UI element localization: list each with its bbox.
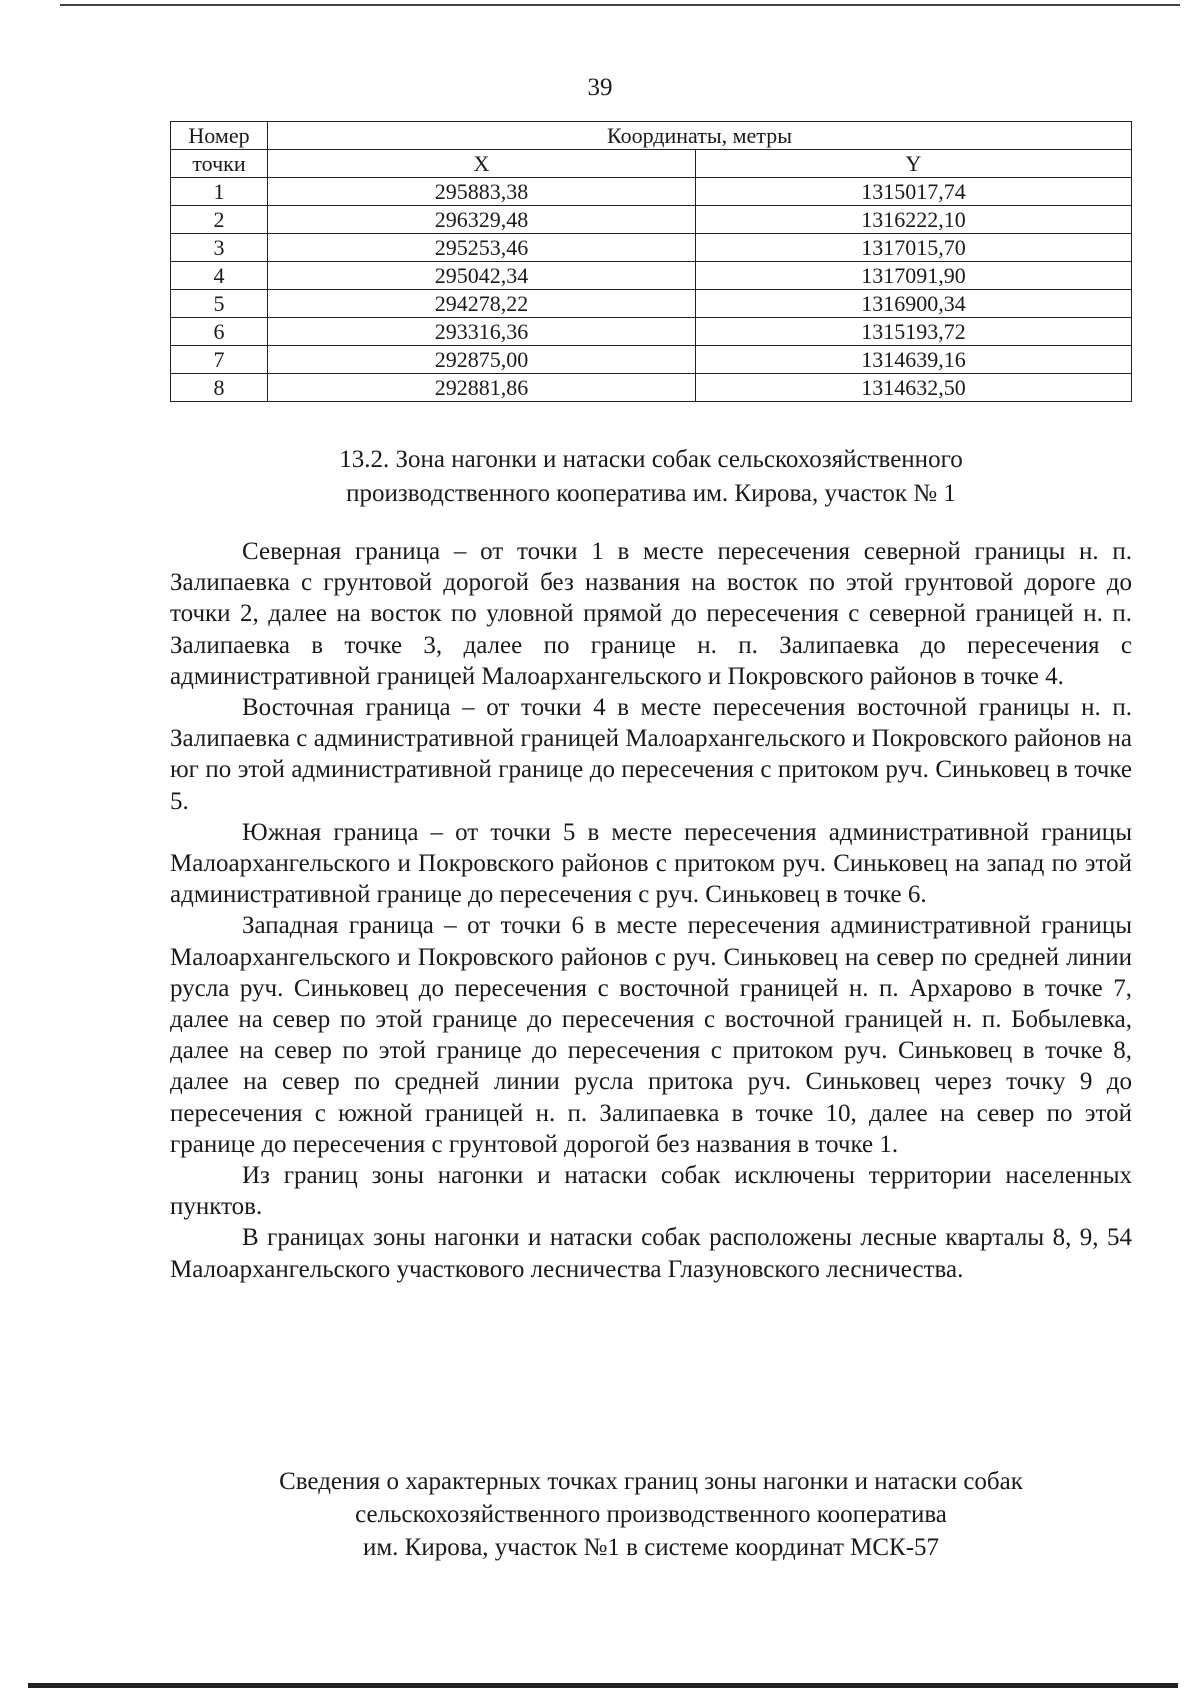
point-number-cell: 1 [171, 178, 268, 206]
paragraph-west-boundary: Западная граница – от точки 6 в месте пересечения административной границы Малоархангельского и Покровского районов с руч. Синьковец на север по средней линии русла руч. Синьковец до пересечения с восточной границей н. п. Архарово в точке 7, далее на север по этой границе до пересечения с восточной границей н. п. Бобылевка, далее на север по этой границе до пересечения с притоком руч. Синьковец в точке 8, далее на север по средней линии русла притока руч. Синьковец через точку 9 до пересечения с южной границей н. п. Залипаевка в точке 10, далее на север по этой границе до пересечения с грунтовой дорогой без названия в точке 1. [170, 912, 1132, 1158]
section-title-line1: 13.2. Зона нагонки и натаски собак сельскохозяйственного [339, 446, 963, 473]
table-header-row [171, 122, 1132, 150]
y-coordinate-cell: 1316222,10 [696, 206, 1132, 234]
x-coordinate-cell: 295042,34 [268, 262, 696, 290]
x-coordinate-cell: 292875,00 [268, 346, 696, 374]
y-coordinate-cell: 1317015,70 [696, 234, 1132, 262]
y-coordinate-cell: 1314632,50 [696, 374, 1132, 402]
header-point-number-line1: Номер [171, 122, 268, 150]
coordinates-caption-line1: Сведения о характерных точках границ зоны нагонки и натаски собак [279, 1468, 1023, 1495]
point-number-cell: 8 [171, 374, 268, 402]
table-body [171, 178, 1132, 402]
point-number-cell: 4 [171, 262, 268, 290]
page-number: 39 [587, 74, 613, 101]
x-coordinate-cell: 295883,38 [268, 178, 696, 206]
table-row [171, 206, 1132, 234]
header-x: X [268, 150, 696, 178]
table-row [171, 234, 1132, 262]
table-subheader-row [171, 150, 1132, 178]
paragraph-north-boundary: Северная граница – от точки 1 в месте пересечения северной границы н. п. Залипаевка с грунтовой дорогой без названия на восток по этой грунтовой дороге до точки 2, далее на восток по уловной прямой до пересечения с северной границей н. п. Залипаевка в точке 3, далее по границе н. п. Залипаевка до пересечения с административной границей Малоархангельского и Покровского районов в точке 4. [170, 538, 1132, 690]
table-row [171, 318, 1132, 346]
top-scan-rule [60, 4, 1180, 6]
point-number-cell: 3 [171, 234, 268, 262]
y-coordinate-cell: 1315193,72 [696, 318, 1132, 346]
coordinates-caption [170, 1465, 1132, 1564]
x-coordinate-cell: 295253,46 [268, 234, 696, 262]
y-coordinate-cell: 1316900,34 [696, 290, 1132, 318]
table-row [171, 346, 1132, 374]
paragraph-south-boundary: Южная граница – от точки 5 в месте пересечения административной границы Малоархангельского и Покровского районов с притоком руч. Синьковец на запад по этой административной границе до пересечения с руч. Синьковец в точке 6. [170, 818, 1132, 909]
table-row [171, 262, 1132, 290]
section-title-line2: производственного кооператива им. Кирова, участок № 1 [346, 480, 956, 507]
paragraph-excluded-territories: Из границ зоны нагонки и натаски собак исключены территории населенных пунктов. [170, 1162, 1132, 1221]
y-coordinate-cell: 1317091,90 [696, 262, 1132, 290]
table-row [171, 290, 1132, 318]
coordinates-caption-line2: сельскохозяйственного производственного кооператива [355, 1501, 947, 1528]
point-number-cell: 7 [171, 346, 268, 374]
paragraph-east-boundary: Восточная граница – от точки 4 в месте пересечения восточной границы н. п. Залипаевка с административной границей Малоархангельского и Покровского районов на юг по этой административной границе до пересечения с притоком руч. Синьковец в точке 5. [170, 694, 1132, 815]
header-y: Y [696, 150, 1132, 178]
header-coordinates: Координаты, метры [268, 122, 1132, 150]
point-number-cell: 5 [171, 290, 268, 318]
coordinates-table [170, 121, 1132, 402]
x-coordinate-cell: 296329,48 [268, 206, 696, 234]
x-coordinate-cell: 293316,36 [268, 318, 696, 346]
x-coordinate-cell: 294278,22 [268, 290, 696, 318]
y-coordinate-cell: 1314639,16 [696, 346, 1132, 374]
bottom-scan-rule [28, 1683, 1178, 1688]
point-number-cell: 6 [171, 318, 268, 346]
y-coordinate-cell: 1315017,74 [696, 178, 1132, 206]
paragraph-forest-quarters: В границах зоны нагонки и натаски собак расположены лесные кварталы 8, 9, 54 Малоархангельского участкового лесничества Глазуновского лесничества. [170, 1224, 1132, 1283]
point-number-cell: 2 [171, 206, 268, 234]
table-row [171, 374, 1132, 402]
table-row [171, 178, 1132, 206]
header-point-number-line2: точки [171, 150, 268, 178]
coordinates-caption-line3: им. Кирова, участок №1 в системе координат МСК-57 [362, 1534, 940, 1561]
boundary-description [170, 536, 1132, 1285]
section-title [170, 443, 1132, 511]
x-coordinate-cell: 292881,86 [268, 374, 696, 402]
